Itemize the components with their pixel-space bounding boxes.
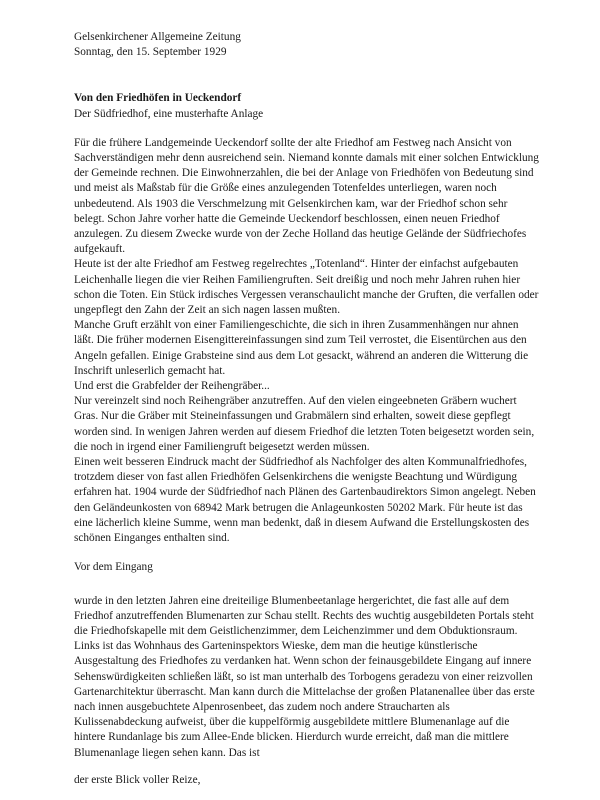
newspaper-name: Gelsenkirchener Allgemeine Zeitung xyxy=(74,31,241,43)
article-headline xyxy=(74,91,540,121)
publication-date: Sonntag, den 15. September 1929 xyxy=(74,46,227,59)
section-heading: der erste Blick voller Reize, xyxy=(74,773,201,786)
masthead xyxy=(74,30,540,60)
article-paragraph: Für die frühere Landgemeinde Ueckendorf sollte der alte Friedhof am Festweg nach Ansicht von Sachverständigen mehr denn ausreichend sein. Niemand konnte damals mit einer solchen Entwicklung der Gemeinde rechnen. Die Einwohnerzahlen, die bei der Anlage von Friedhöfen von Bedeutung sind und meist als Maßstab für die Größe eines anzulegenden Totenfeldes unterliegen, waren noch unbedeutend. Als 1903 die Verschmelzung mit Gelsenkirchen kam, war der Friedhof schon sehr belegt. Schon Jahre vorher hatte die Gemeinde Ueckendorf beschlossen, einen neuen Friedhof anzulegen. Zu diesem Zwecke wurde von der Zeche Holland das heutige Gelände der Südfriechofes aufgekauft. xyxy=(74,136,539,256)
article-paragraph: Heute ist der alte Friedhof am Festweg regelrechtes „Totenland“. Hinter der einfachst aufgebauten Leichenhalle liegen die vier Reihen Familiengruften. Seit dreißig und noch mehr Jahren ruhen hier schon die Toten. Ein Stück irdisches Vergessen veranschaulicht manche der Gruften, die verfallen oder ungepflegt den Zahn der Zeit an sich nagen lassen mußten. xyxy=(74,258,539,317)
section-heading: Vor dem Eingang xyxy=(74,561,153,574)
article-subtitle: Der Südfriedhof, eine musterhafte Anlage xyxy=(74,107,264,120)
article-paragraph: Und erst die Grabfelder der Reihengräber... xyxy=(74,380,270,393)
article-paragraph: Manche Gruft erzählt von einer Familiengeschichte, die sich in ihren Zusammenhängen nur ahnen läßt. Die früher modernen Eisengittereinfassungen sind zum Teil verrostet, die Eisentürchen aus den Angeln gefallen. Einige Grabsteine sind aus dem Lot gesackt, während an anderen die Witterung die Inschrift unleserlich gemacht hat. xyxy=(74,319,529,377)
article-paragraph: Einen weit besseren Eindruck macht der Südfriedhof als Nachfolger des alten Kommunalfriedhofes, trotzdem dieser von fast allen Friedhöfen Gelsenkirchens die wenigste Beachtung und Würdigung erfahren hat. 1904 wurde der Südfriedhof nach Plänen des Gartenbaudirektors Simon angelegt. Neben den Geländeunkosten von 68942 Mark betrugen die Anlageunkosten 50202 Mark. Für heute ist das eine lächerlich kleine Summe, wenn man bedenkt, daß in diesem Aufwand die Erstellungskosten des schönen Einganges enthalten sind. xyxy=(74,456,536,545)
article-paragraph: wurde in den letzten Jahren eine dreiteilige Blumenbeetanlage hergerichtet, die fast alle auf dem Friedhof anzutreffenden Blumenarten zur Schau stellt. Rechts des wuchtig ausgebildeten Portals steht die Friedhofskapelle mit dem Geistlichenzimmer, dem Leichenzimmer und dem Obduktionsraum. Links ist das Wohnhaus des Garteninspektors Wieske, dem man die heutige künstlerische Ausgestaltung des Friedhofes zu verdanken hat. Wenn schon der feinausgebildete Eingang auf innere Sehenswürdigkeiten schließen läßt, so ist man unterhalb des Torbogens geradezu von einer reizvollen Gartenarchitektur überrascht. Man kann durch die Mittelachse der großen Platanenallee über das erste nach innen ausgebuchtete Alpenrosenbeet, das zudem noch andere Straucharten als Kulissenabdeckung aufweist, über die kuppelförmig ausgebildete mittlere Blumenanlage auf die hintere Rundanlage bis zum Allee-Ende blicken. Hierdurch wurde erreicht, daß man die mittlere Blumenanlage liegen sehen kann. Das ist xyxy=(74,594,535,759)
article-body xyxy=(74,136,540,788)
article-title: Von den Friedhöfen in Ueckendorf xyxy=(74,92,242,105)
article-paragraph: Nur vereinzelt sind noch Reihengräber anzutreffen. Auf den vielen eingeebneten Gräbern wuchert Gras. Nur die Gräber mit Steineinfassungen und Grabmälern sind erhalten, soweit diese gepflegt worden sind. In wenigen Jahren werden auf diesem Friedhof die letzten Toten beigesetzt worden sein, die noch in irgend einer Familiengruft beigesetzt werden müssen. xyxy=(74,395,535,453)
